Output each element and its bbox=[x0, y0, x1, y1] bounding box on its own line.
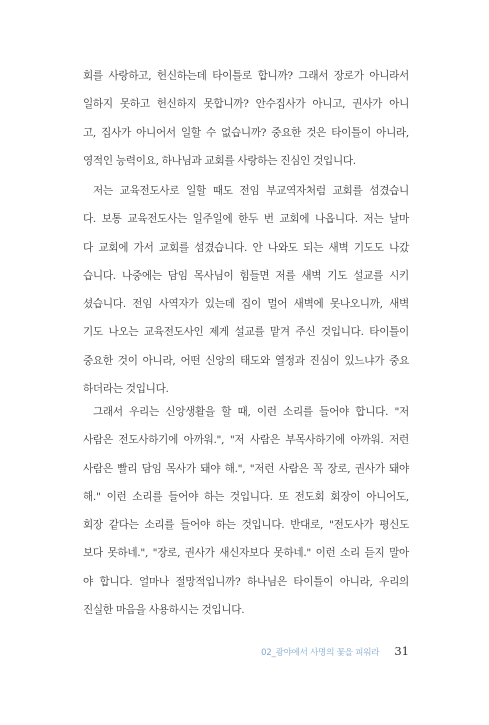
paragraph-line: 다 교회에 가서 교회를 섬겼습니다. 안 나와도 되는 새벽 기도도 나갔 bbox=[83, 241, 409, 254]
paragraph-line: 하더라는 것입니다. bbox=[83, 383, 169, 396]
paragraph-line: 중요한 것이 아니라, 어떤 신앙의 태도와 열정과 진심이 있느냐가 중요 bbox=[83, 354, 409, 367]
paragraph-line: 다. 보통 교육전도사는 일주일에 한두 번 교회에 나옵니다. 저는 날마 bbox=[83, 213, 409, 226]
paragraph-line: 기도 나오는 교육전도사인 제게 설교를 맡겨 주신 것입니다. 타이틀이 bbox=[83, 326, 409, 339]
paragraph-3 bbox=[83, 398, 409, 624]
page-number: 31 bbox=[394, 644, 409, 658]
paragraph-line: 회장 같다는 소리를 들어야 하는 것입니다. 반대로, "전도사가 평신도 bbox=[83, 519, 409, 532]
paragraph-line: 셨습니다. 전임 사역자가 있는데 집이 멀어 새벽에 못나오니까, 새벽 bbox=[83, 298, 409, 311]
paragraph-1 bbox=[83, 62, 409, 175]
paragraph-line: 해." 이런 소리를 들어야 하는 것입니다. 또 전도회 회장이 아니어도, bbox=[83, 490, 409, 503]
paragraph-line: 회를 사랑하고, 헌신하는데 타이틀로 합니까? 그래서 장로가 아니라서 bbox=[83, 70, 409, 82]
paragraph-line: 사람은 빨리 담임 목사가 돼야 해.", "저런 사람은 꼭 장로, 권사가 돼야 bbox=[83, 462, 409, 475]
paragraph-line: 그래서 우리는 신앙생활을 할 때, 이런 소리를 들어야 합니다. "저 bbox=[93, 406, 409, 418]
paragraph-line: 고, 집사가 아니어서 일할 수 없습니까? 중요한 것은 타이틀이 아니라, bbox=[83, 126, 409, 139]
paragraph-line: 습니다. 나중에는 담임 목사님이 힘들면 저를 새벽 기도 설교를 시키 bbox=[83, 269, 409, 282]
paragraph-line: 야 합니다. 얼마나 절망적입니까? 하나님은 타이틀이 아니라, 우리의 bbox=[83, 575, 409, 588]
paragraph-line: 영적인 능력이요, 하나님과 교회를 사랑하는 진심인 것입니다. bbox=[83, 154, 356, 167]
paragraph-line: 보다 못하네.", "장로, 권사가 새신자보다 못하네." 이런 소리 듣지 말아 bbox=[83, 547, 409, 560]
paragraph-2 bbox=[83, 177, 409, 403]
paragraph-line: 사람은 전도사하기에 아까워.", "저 사람은 부목사하기에 아까워. 저런 bbox=[83, 434, 409, 447]
page-footer bbox=[0, 640, 409, 659]
chapter-title: 02_광야에서 사명의 꽃을 피워라 bbox=[261, 648, 380, 658]
paragraph-line: 저는 교육전도사로 일할 때도 전임 부교역자처럼 교회를 섬겼습니 bbox=[93, 185, 409, 197]
paragraph-line: 진실한 마음을 사용하시는 것입니다. bbox=[83, 604, 245, 617]
paragraph-line: 일하지 못하고 헌신하지 못합니까? 안수집사가 아니고, 권사가 아니 bbox=[83, 98, 409, 111]
